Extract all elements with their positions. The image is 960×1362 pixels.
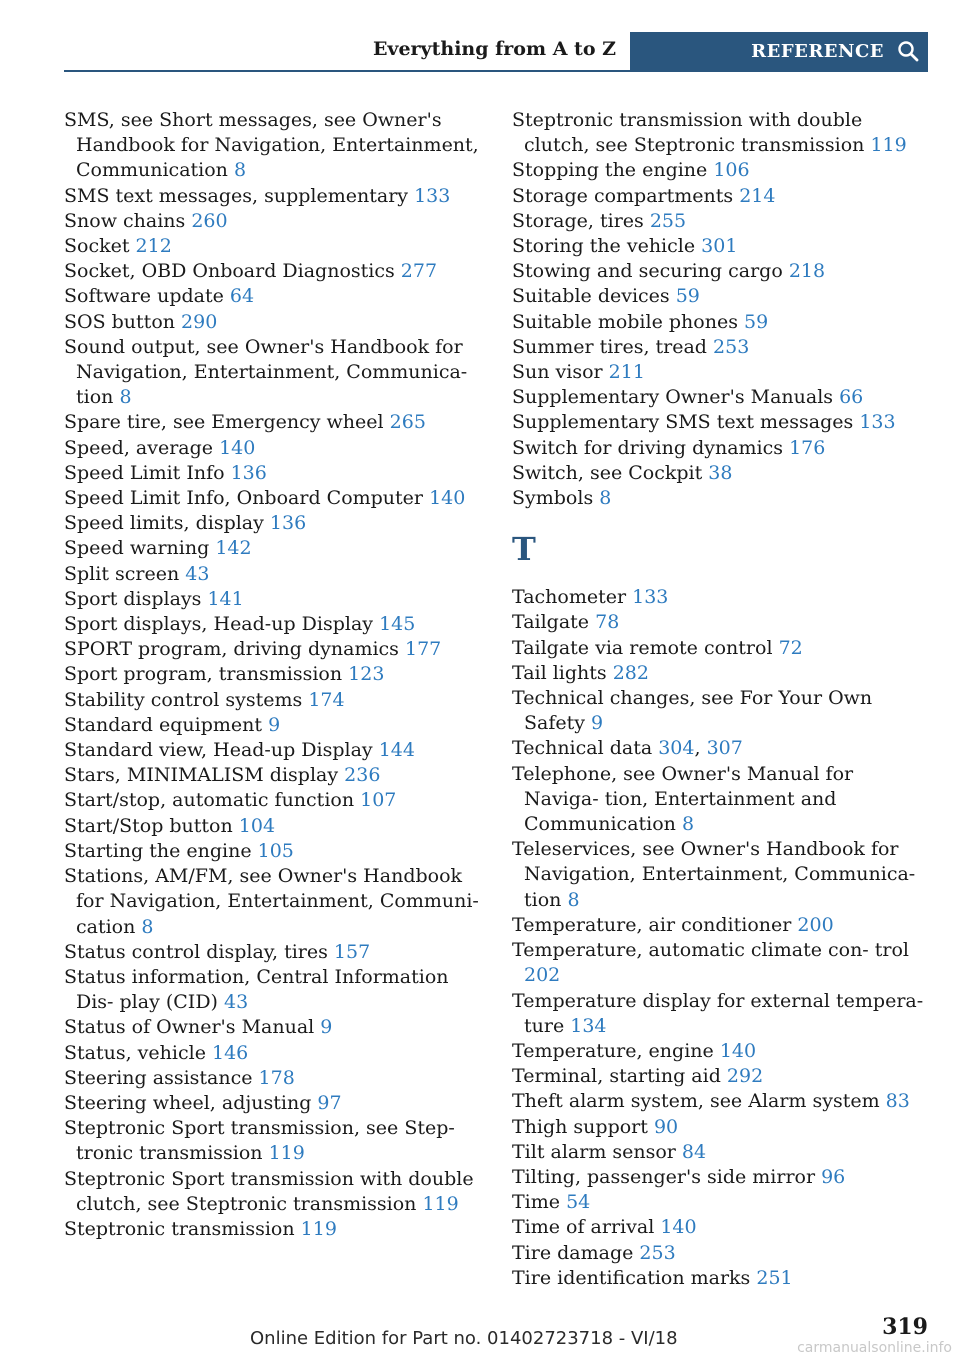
page-number: 319 (882, 1314, 928, 1340)
index-entry-text: Snow chains (64, 209, 186, 232)
page-link[interactable]: 212 (135, 235, 172, 258)
index-entry (512, 1241, 932, 1266)
index-entry (64, 536, 484, 561)
index-entry-text: Sport program, transmission (64, 663, 343, 686)
index-entry (512, 1266, 932, 1291)
page-link[interactable]: 145 (379, 613, 416, 636)
index-entry-text: Theft alarm system, see Alarm system (512, 1090, 880, 1113)
search-icon[interactable] (896, 39, 920, 63)
index-entry-text: Tilt alarm sensor (512, 1140, 676, 1163)
page-header (64, 32, 928, 72)
index-entry (512, 284, 932, 309)
index-entry (512, 410, 932, 435)
index-entry (512, 686, 932, 736)
index-entry-text: Sun visor (512, 361, 603, 384)
index-entry (64, 763, 484, 788)
index-entry-text: Standard view, Head-up Display (64, 739, 373, 762)
index-entry (512, 585, 932, 610)
index-entry-text: Tailgate (512, 611, 590, 634)
index-entry-text: Starting the engine (64, 839, 252, 862)
index-entry-text: Socket (64, 235, 130, 258)
index-entry-text: Stowing and securing cargo (512, 260, 783, 283)
index-entry-text: Suitable mobile phones (512, 310, 738, 333)
index-entry (512, 1140, 932, 1165)
index-entry-text: Tire identification marks (512, 1266, 751, 1289)
index-entry-text: Suitable devices (512, 285, 670, 308)
page-link[interactable]: 304 (658, 737, 695, 760)
page-link[interactable]: 119 (422, 1192, 459, 1215)
page-link[interactable]: 236 (344, 764, 381, 787)
index-entry (512, 360, 932, 385)
reference-tab[interactable] (630, 32, 928, 70)
index-entry-text: Temperature display for external tempera- ture (512, 989, 924, 1037)
reference-tab-label: REFERENCE (751, 40, 884, 62)
index-entry-text: SPORT program, driving dynamics (64, 638, 399, 661)
index-entry (64, 511, 484, 536)
index-entry-text: Summer tires, tread (512, 335, 707, 358)
index-entry (64, 184, 484, 209)
page-link[interactable]: 255 (649, 209, 687, 232)
page-link[interactable]: 176 (789, 436, 826, 459)
index-entry (512, 108, 932, 158)
page-link[interactable]: 72 (778, 636, 803, 659)
index-entry-text: SMS text messages, supplementary (64, 184, 409, 207)
index-entry (64, 587, 484, 612)
index-entry (64, 1217, 484, 1242)
index-column-left (64, 108, 484, 1242)
index-column-right (512, 108, 932, 1291)
index-entry (512, 989, 932, 1039)
section-title: Everything from A to Z (372, 38, 616, 60)
page-link[interactable]: 119 (300, 1217, 337, 1240)
index-entry (512, 636, 932, 661)
index-entry (64, 1091, 484, 1116)
index-entry (64, 108, 484, 184)
index-entry-text: Status information, Central Information Dis- play (CID) (64, 965, 449, 1014)
index-entry-text: Supplementary SMS text messages (512, 411, 854, 434)
page-link[interactable]: 8 (233, 159, 247, 182)
index-entry (512, 385, 932, 410)
index-entry-text: Speed Limit Info, Onboard Computer (64, 487, 424, 510)
index-entry (512, 310, 932, 335)
index-entry-text: Speed Limit Info (64, 461, 225, 484)
page-link[interactable]: 8 (119, 386, 132, 409)
index-entry-text: Time (512, 1191, 561, 1214)
index-entry-text: Technical data (512, 737, 653, 760)
page-link[interactable]: 8 (567, 888, 580, 911)
page-link[interactable]: 9 (320, 1016, 333, 1039)
index-entry-text: Status, vehicle (64, 1041, 206, 1064)
page-link[interactable]: 146 (211, 1041, 249, 1064)
index-entry-text: Supplementary Owner's Manuals (512, 386, 834, 409)
index-entry (512, 1089, 932, 1114)
page-link[interactable]: 218 (788, 260, 826, 283)
index-entry (512, 461, 932, 486)
page-link[interactable]: 123 (348, 663, 385, 686)
page-link[interactable]: 97 (317, 1091, 342, 1114)
page-link[interactable]: 307 (706, 737, 743, 760)
index-entry-text: Storing the vehicle (512, 235, 696, 258)
page-link[interactable]: 59 (744, 310, 769, 333)
index-entry-text: Storage compartments (512, 184, 734, 207)
index-entry (64, 1116, 484, 1166)
index-group-t (512, 585, 932, 1291)
index-entry (512, 1190, 932, 1215)
page-link[interactable]: 265 (389, 411, 426, 434)
index-entry (64, 1066, 484, 1091)
index-entry (512, 913, 932, 938)
index-entry (64, 284, 484, 309)
index-entry-text: Stars, MINIMALISM display (64, 764, 339, 787)
page-link[interactable]: 119 (870, 134, 907, 157)
page-link[interactable]: 9 (268, 713, 281, 736)
index-entry (512, 486, 932, 511)
index-entry-text: Speed limits, display (64, 512, 264, 535)
index-entry-text: Thigh support (512, 1115, 648, 1138)
footer-edition: Online Edition for Part no. 01402723718 - VI/18 (250, 1328, 678, 1349)
index-entry (64, 612, 484, 637)
page-link[interactable]: 144 (378, 739, 415, 762)
index-entry (64, 839, 484, 864)
page-link[interactable]: 59 (675, 285, 700, 308)
index-entry (64, 562, 484, 587)
index-entry (64, 713, 484, 738)
index-entry (64, 436, 484, 461)
index-entry-text: Tail lights (512, 661, 607, 684)
index-entry (512, 259, 932, 284)
page-link[interactable]: 301 (701, 235, 738, 258)
index-entry-text: Tachometer (512, 586, 627, 609)
page-link[interactable]: 136 (230, 461, 267, 484)
index-entry (64, 688, 484, 713)
page-link[interactable]: 90 (653, 1115, 679, 1138)
index-entry-text: Split screen (64, 562, 180, 585)
page-link[interactable]: 142 (215, 537, 252, 560)
index-entry (64, 662, 484, 687)
page-link[interactable]: 253 (713, 335, 750, 358)
page-link[interactable]: 292 (726, 1065, 764, 1088)
index-entry-text: Stability control systems (64, 688, 303, 711)
page-link[interactable]: 9 (591, 712, 604, 735)
page-link[interactable]: 178 (258, 1066, 295, 1089)
index-entry-text: Spare tire, see Emergency wheel (64, 411, 384, 434)
watermark: carmanualsonline.info (797, 1340, 952, 1356)
page-link[interactable]: 214 (739, 184, 776, 207)
index-entry-text: Tilting, passenger's side mirror (512, 1165, 816, 1188)
page-link[interactable]: 107 (360, 789, 397, 812)
index-entry (64, 814, 484, 839)
index-entry-text: Tailgate via remote control (512, 636, 773, 659)
page-link[interactable]: 119 (268, 1142, 305, 1165)
index-entry (64, 965, 484, 1015)
index-entry: Technical data 304, 307 (512, 737, 743, 760)
index-entry (512, 436, 932, 461)
index-entry-text: Start/stop, automatic function (64, 789, 355, 812)
index-entry (512, 1115, 932, 1140)
page-link[interactable]: 157 (333, 940, 371, 963)
index-entry-text: Temperature, automatic climate con- trol (512, 939, 909, 962)
index-entry-text: Speed, average (64, 436, 214, 459)
index-entry (512, 158, 932, 183)
index-entry-text: Switch, see Cockpit (512, 461, 703, 484)
page-link[interactable]: 105 (257, 839, 294, 862)
index-entry-text: Stopping the engine (512, 159, 708, 182)
index-entry (64, 410, 484, 435)
page-link[interactable]: 290 (181, 310, 218, 333)
index-entry (512, 1064, 932, 1089)
page-link[interactable]: 253 (639, 1241, 676, 1264)
index-entry-text: SOS button (64, 310, 175, 333)
index-entry-text: Steptronic transmission (64, 1217, 295, 1240)
page-link[interactable]: 277 (400, 260, 438, 283)
index-entry-text: Tire damage (512, 1241, 634, 1264)
page-link[interactable]: 43 (224, 991, 249, 1014)
index-entry (512, 762, 932, 838)
index-entry-text: Sport displays (64, 587, 202, 610)
page-link[interactable]: 140 (429, 487, 466, 510)
index-entry (512, 209, 932, 234)
page-link[interactable]: 141 (207, 587, 244, 610)
page-link[interactable]: 133 (859, 411, 896, 434)
page-link[interactable]: 8 (681, 813, 695, 836)
page-link[interactable]: 260 (191, 209, 228, 232)
index-entry (64, 788, 484, 813)
page-link[interactable]: 136 (269, 512, 307, 535)
index-entry-text: Temperature, air conditioner (512, 913, 792, 936)
index-entry-text: Telephone, see Owner's Manual for Naviga- tion, Entertainment and Communication (512, 762, 854, 836)
index-entry-text: Steptronic Sport transmission with double clutch, see Steptronic transmission (64, 1167, 474, 1215)
index-entry (64, 738, 484, 763)
index-entry (64, 1167, 484, 1217)
index-entry (512, 1039, 932, 1064)
index-entry (512, 610, 932, 635)
index-entry-text: Terminal, starting aid (512, 1065, 721, 1088)
index-entry (64, 1041, 484, 1066)
index-entry-text: Time of arrival (512, 1216, 655, 1239)
index-entry (64, 864, 484, 940)
index-entry (64, 209, 484, 234)
index-entry-text: Status of Owner's Manual (64, 1016, 315, 1039)
index-entry (512, 234, 932, 259)
page-link[interactable]: 54 (566, 1191, 591, 1214)
index-entry (64, 335, 484, 411)
index-entry (64, 461, 484, 486)
index-entry (64, 234, 484, 259)
page-link[interactable]: 66 (839, 386, 864, 409)
index-entry-text: Symbols (512, 487, 594, 510)
index-entry-text: Standard equipment (64, 713, 263, 736)
index-entry (512, 938, 932, 988)
page-link[interactable]: 64 (229, 285, 255, 308)
page-link[interactable]: 211 (608, 361, 645, 384)
index-group-s (512, 108, 932, 511)
page-link[interactable]: 104 (238, 814, 276, 837)
index-entry-text: Stations, AM/FM, see Owner's Handbook for Navigation, Entertainment, Communi- cation (64, 865, 479, 938)
index-entry (512, 661, 932, 686)
page-link[interactable]: 106 (713, 159, 750, 182)
index-entry-text: Temperature, engine (512, 1039, 714, 1062)
page-link[interactable]: 8 (141, 915, 154, 938)
index-entry (64, 486, 484, 511)
index-entry-text: Speed warning (64, 537, 210, 560)
index-entry (64, 1015, 484, 1040)
page-link[interactable]: 140 (219, 436, 256, 459)
index-entry (64, 940, 484, 965)
page-link[interactable]: 38 (708, 461, 733, 484)
index-entry (512, 837, 932, 913)
page-link[interactable]: 83 (885, 1090, 910, 1113)
index-entry-text: Status control display, tires (64, 940, 328, 963)
index-entry (512, 1165, 932, 1190)
index-entry-text: Storage, tires (512, 209, 644, 232)
letter-heading-t: T (512, 530, 536, 569)
page-link[interactable]: 78 (595, 611, 620, 634)
index-entry (512, 184, 932, 209)
page-link[interactable]: 251 (756, 1266, 793, 1289)
page-link[interactable]: 8 (599, 487, 612, 510)
page-link[interactable]: 134 (570, 1014, 607, 1037)
page-link[interactable]: 96 (821, 1165, 846, 1188)
page-link[interactable]: 84 (681, 1140, 707, 1163)
page-link[interactable]: 282 (612, 661, 649, 684)
index-entry (512, 1215, 932, 1240)
index-entry-text: Switch for driving dynamics (512, 436, 784, 459)
index-entry-text: Steptronic Sport transmission, see Step- tronic transmission (64, 1117, 455, 1165)
page-link[interactable]: 202 (524, 964, 561, 987)
index-entry (64, 259, 484, 284)
index-entry (64, 637, 484, 662)
page-link[interactable]: 200 (797, 913, 834, 936)
index-entry-text: Start/Stop button (64, 814, 233, 837)
page-link[interactable]: 140 (719, 1039, 757, 1062)
index-entry-text: Teleservices, see Owner's Handbook for Navigation, Entertainment, Communica- tion (512, 838, 916, 911)
index-entry-text: SMS, see Short messages, see Owner's Handbook for Navigation, Entertainment, Communication (64, 109, 479, 182)
page-link[interactable]: 133 (414, 184, 451, 207)
page-link[interactable]: 43 (185, 562, 210, 585)
index-entry-text: Steering wheel, adjusting (64, 1091, 312, 1114)
index-entry-text: Steptronic transmission with double clutch, see Steptronic transmission (512, 109, 865, 157)
index-entry-text: Steering assistance (64, 1066, 253, 1089)
index-entry (512, 335, 932, 360)
index-entry-text: Technical changes, see For Your Own Safety (512, 687, 873, 735)
page-link[interactable]: 174 (308, 688, 345, 711)
index-entry-text: Sound output, see Owner's Handbook for Navigation, Entertainment, Communica- tion (64, 335, 468, 409)
page-link[interactable]: 177 (404, 638, 442, 661)
page-link[interactable]: 133 (632, 586, 669, 609)
index-entry-text: Software update (64, 285, 224, 308)
index-entry-text: Socket, OBD Onboard Diagnostics (64, 260, 395, 283)
page-link[interactable]: 140 (660, 1216, 697, 1239)
index-entry-text: Sport displays, Head-up Display (64, 613, 374, 636)
index-entry (64, 310, 484, 335)
